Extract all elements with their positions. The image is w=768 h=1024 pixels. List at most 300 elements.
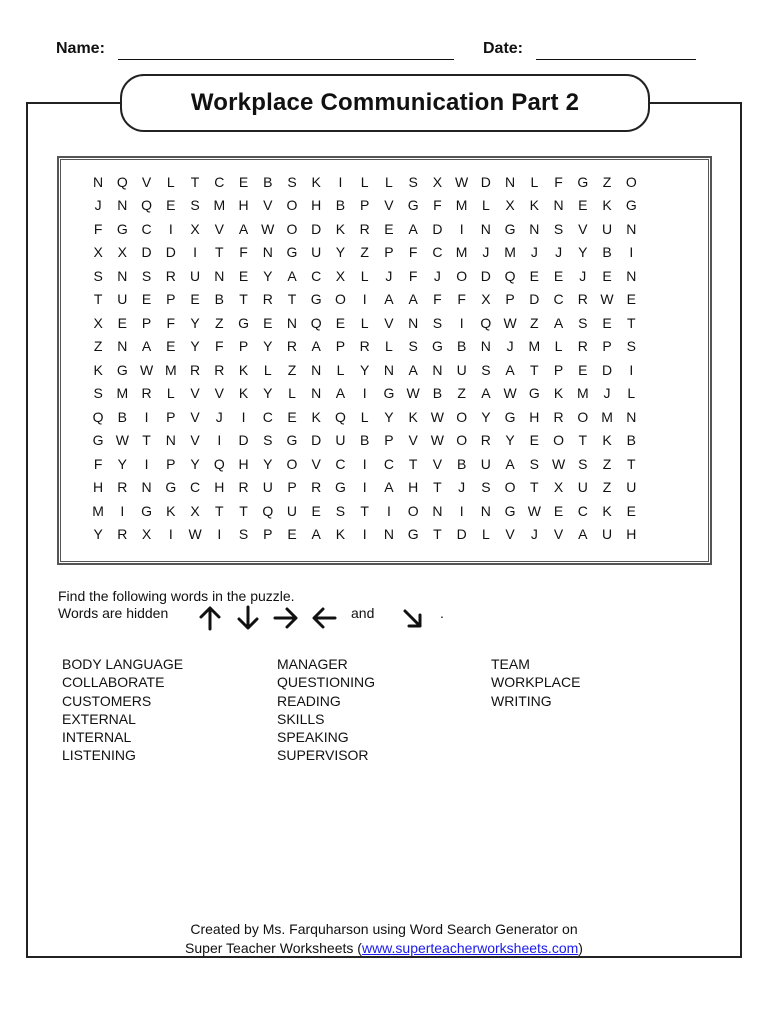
grid-letter: J xyxy=(555,244,563,261)
grid-letter: E xyxy=(384,220,394,237)
grid-letter: N xyxy=(311,361,322,378)
grid-letter: H xyxy=(238,197,249,214)
grid-row xyxy=(86,452,692,476)
word-item: EXTERNAL xyxy=(62,710,136,727)
name-label: Name: xyxy=(56,40,105,57)
grid-letter: K xyxy=(553,385,564,402)
grid-letter: L xyxy=(530,173,539,190)
grid-letter: I xyxy=(241,408,246,425)
grid-letter: N xyxy=(311,385,322,402)
grid-letter: N xyxy=(432,502,443,519)
grid-letter: P xyxy=(238,338,249,355)
grid-letter: A xyxy=(384,291,394,308)
grid-row xyxy=(86,311,692,335)
grid-letter: N xyxy=(529,220,540,237)
grid-letter: N xyxy=(117,197,128,214)
grid-letter: O xyxy=(553,432,565,449)
grid-letter: Z xyxy=(360,244,369,261)
grid-letter: G xyxy=(407,526,419,543)
grid-letter: D xyxy=(311,220,322,237)
grid-letter: I xyxy=(629,244,634,261)
grid-letter: H xyxy=(408,479,419,496)
grid-letter: W xyxy=(503,314,517,331)
word-item: WRITING xyxy=(491,692,552,709)
grid-letter: G xyxy=(431,338,443,355)
grid-letter: R xyxy=(480,432,491,449)
grid-letter: F xyxy=(554,173,563,190)
grid-letter: S xyxy=(93,267,103,284)
grid-letter: P xyxy=(287,479,297,496)
grid-letter: W xyxy=(527,502,541,519)
grid-letter: L xyxy=(481,526,490,543)
grid-letter: C xyxy=(189,479,201,496)
grid-letter: F xyxy=(408,267,418,284)
grid-letter: E xyxy=(602,314,612,331)
grid-letter: X xyxy=(93,314,103,331)
grid-letter: G xyxy=(625,197,637,214)
grid-letter: E xyxy=(578,197,588,214)
grid-letter: F xyxy=(433,291,442,308)
grid-letter: P xyxy=(553,361,564,378)
grid-letter: E xyxy=(602,267,612,284)
grid-letter: I xyxy=(217,432,222,449)
grid-letter: R xyxy=(359,220,370,237)
grid-letter: I xyxy=(120,502,125,519)
grid-letter: N xyxy=(383,526,394,543)
grid-letter: Q xyxy=(141,197,153,214)
grid-letter: E xyxy=(529,267,539,284)
grid-letter: K xyxy=(166,502,176,519)
grid-letter: S xyxy=(529,455,539,472)
grid-letter: D xyxy=(456,526,467,543)
grid-letter: O xyxy=(456,408,468,425)
grid-letter: V xyxy=(190,432,200,449)
grid-letter: C xyxy=(432,244,443,261)
grid-letter: T xyxy=(578,432,588,449)
grid-letter: U xyxy=(577,479,588,496)
grid-letter: X xyxy=(553,479,564,496)
grid-row xyxy=(86,405,692,429)
grid-letter: S xyxy=(287,173,297,190)
grid-letter: H xyxy=(529,408,540,425)
grid-letter: C xyxy=(577,502,588,519)
grid-letter: E xyxy=(117,314,128,331)
grid-letter: L xyxy=(166,173,175,190)
grid-letter: E xyxy=(238,173,249,190)
grid-letter: Y xyxy=(263,338,273,355)
grid-letter: R xyxy=(359,338,370,355)
word-item: BODY LANGUAGE xyxy=(62,656,184,672)
grid-letter: J xyxy=(94,197,102,214)
grid-letter: T xyxy=(530,479,539,496)
grid-letter: I xyxy=(362,526,367,543)
grid-letter: V xyxy=(190,385,200,402)
grid-letter: U xyxy=(601,526,613,543)
grid-letter: P xyxy=(166,291,176,308)
grid-letter: N xyxy=(432,361,443,378)
grid-letter: L xyxy=(385,338,393,355)
grid-letter: H xyxy=(626,526,637,543)
grid-letter: E xyxy=(626,502,636,519)
grid-letter: T xyxy=(433,479,442,496)
grid-letter: Z xyxy=(93,338,103,355)
grid-letter: B xyxy=(335,197,346,214)
grid-letter: W xyxy=(430,408,444,425)
grid-letter: S xyxy=(481,479,491,496)
grid-letter: G xyxy=(335,479,346,496)
period-text: . xyxy=(440,605,444,621)
grid-letter: G xyxy=(310,291,322,308)
grid-letter: N xyxy=(626,408,637,425)
grid-letter: Z xyxy=(215,314,224,331)
and-text: and xyxy=(351,605,375,621)
grid-letter: S xyxy=(238,526,249,543)
grid-letter: E xyxy=(553,502,564,519)
word-item: WORKPLACE xyxy=(491,674,581,691)
grid-row xyxy=(86,523,692,547)
word-item: READING xyxy=(277,692,341,709)
grid-letter: U xyxy=(117,291,128,308)
grid-letter: Y xyxy=(578,244,588,261)
grid-letter: E xyxy=(166,338,176,355)
grid-letter: Y xyxy=(263,455,273,472)
footer-source xyxy=(0,939,768,958)
grid-letter: T xyxy=(408,455,418,472)
grid-letter: U xyxy=(262,479,273,496)
word-search-grid xyxy=(86,170,692,546)
grid-letter: L xyxy=(360,173,369,190)
grid-letter: J xyxy=(482,244,490,261)
grid-letter: Y xyxy=(190,455,200,472)
grid-letter: T xyxy=(190,173,200,190)
grid-letter: D xyxy=(432,220,443,237)
grid-letter: Q xyxy=(92,408,104,425)
grid-letter: B xyxy=(263,173,273,190)
grid-letter: G xyxy=(504,502,516,519)
grid-letter: Z xyxy=(602,479,612,496)
grid-row xyxy=(86,241,692,265)
grid-letter: M xyxy=(576,385,589,402)
grid-letter: T xyxy=(626,314,636,331)
grid-letter: W xyxy=(430,432,444,449)
grid-letter: E xyxy=(287,526,297,543)
grid-letter: G xyxy=(504,220,516,237)
grid-row xyxy=(86,170,692,194)
grid-letter: V xyxy=(505,526,515,543)
grid-letter: A xyxy=(141,338,152,355)
grid-letter: U xyxy=(456,361,467,378)
word-item: INTERNAL xyxy=(62,729,132,746)
grid-row xyxy=(86,217,692,241)
grid-letter: R xyxy=(189,361,201,378)
grid-letter: P xyxy=(384,432,394,449)
word-item: SUPERVISOR xyxy=(277,747,369,764)
grid-letter: N xyxy=(383,361,394,378)
grid-letter: V xyxy=(408,432,418,449)
grid-letter: A xyxy=(311,338,321,355)
word-item: LISTENING xyxy=(62,747,136,764)
grid-letter: F xyxy=(166,314,176,331)
grid-letter: D xyxy=(601,361,613,378)
grid-letter: J xyxy=(215,408,223,425)
grid-letter: R xyxy=(214,361,225,378)
grid-letter: A xyxy=(335,385,346,402)
grid-letter: N xyxy=(117,338,128,355)
grid-letter: R xyxy=(262,291,273,308)
grid-letter: H xyxy=(214,479,225,496)
grid-letter: C xyxy=(553,291,564,308)
grid-letter: G xyxy=(286,244,298,261)
grid-letter: Y xyxy=(190,338,200,355)
grid-letter: N xyxy=(553,197,564,214)
grid-letter: R xyxy=(117,479,128,496)
grid-letter: E xyxy=(311,502,321,519)
grid-letter: I xyxy=(338,173,343,190)
grid-letter: W xyxy=(503,385,517,402)
word-item: SPEAKING xyxy=(277,729,349,746)
grid-letter: V xyxy=(578,220,588,237)
grid-letter: V xyxy=(214,385,224,402)
grid-letter: V xyxy=(190,408,200,425)
grid-letter: O xyxy=(335,291,346,308)
grid-letter: B xyxy=(214,291,224,308)
grid-letter: C xyxy=(262,408,273,425)
grid-letter: L xyxy=(360,314,369,331)
grid-letter: G xyxy=(92,432,104,449)
grid-letter: Z xyxy=(530,314,539,331)
grid-letter: S xyxy=(408,173,418,190)
grid-letter: J xyxy=(579,267,587,284)
grid-letter: N xyxy=(480,502,491,519)
grid-letter: G xyxy=(383,385,395,402)
grid-row xyxy=(86,288,692,312)
grid-letter: K xyxy=(311,173,321,190)
grid-row xyxy=(86,382,692,406)
grid-letter: E xyxy=(238,267,249,284)
grid-letter: I xyxy=(459,502,464,519)
grid-letter: R xyxy=(311,479,322,496)
page-title: Workplace Communication Part 2 xyxy=(120,74,650,132)
grid-letter: P xyxy=(602,338,612,355)
grid-letter: K xyxy=(529,197,539,214)
website-link[interactable]: www.superteacherworksheets.com xyxy=(361,939,579,956)
grid-letter: S xyxy=(578,455,588,472)
grid-letter: L xyxy=(554,338,563,355)
word-item: TEAM xyxy=(491,656,530,672)
date-field[interactable] xyxy=(536,59,696,60)
grid-letter: X xyxy=(141,526,152,543)
grid-letter: N xyxy=(93,173,104,190)
grid-row xyxy=(86,476,692,500)
grid-letter: J xyxy=(458,479,466,496)
grid-letter: R xyxy=(141,385,152,402)
grid-letter: T xyxy=(530,361,539,378)
grid-letter: G xyxy=(504,408,516,425)
grid-letter: C xyxy=(141,220,152,237)
grid-letter: Z xyxy=(287,361,297,378)
grid-letter: S xyxy=(432,314,443,331)
grid-letter: R xyxy=(577,291,588,308)
grid-letter: O xyxy=(504,479,516,496)
footer-source-prefix: Super Teacher Worksheets ( xyxy=(185,939,362,956)
grid-letter: N xyxy=(505,173,516,190)
grid-letter: N xyxy=(626,267,637,284)
grid-letter: K xyxy=(238,385,249,402)
grid-letter: Y xyxy=(384,408,394,425)
word-list-column-3 xyxy=(491,655,580,710)
grid-letter: G xyxy=(577,173,589,190)
grid-letter: L xyxy=(385,173,393,190)
grid-letter: T xyxy=(142,432,151,449)
grid-letter: X xyxy=(335,267,346,284)
grid-letter: O xyxy=(577,408,589,425)
grid-letter: O xyxy=(286,197,298,214)
grid-letter: A xyxy=(287,267,297,284)
grid-letter: S xyxy=(263,432,273,449)
grid-letter: T xyxy=(626,455,636,472)
grid-row xyxy=(86,194,692,218)
grid-row xyxy=(86,429,692,453)
grid-letter: A xyxy=(384,479,394,496)
grid-letter: R xyxy=(238,479,249,496)
grid-letter: F xyxy=(93,220,103,237)
grid-letter: Q xyxy=(213,455,225,472)
grid-letter: D xyxy=(141,244,152,261)
grid-letter: R xyxy=(286,338,298,355)
grid-letter: W xyxy=(139,361,154,378)
grid-letter: W xyxy=(455,173,469,190)
grid-letter: S xyxy=(626,338,636,355)
grid-letter: X xyxy=(505,197,515,214)
grid-letter: H xyxy=(238,455,249,472)
grid-letter: C xyxy=(335,455,346,472)
grid-letter: A xyxy=(481,385,491,402)
grid-letter: I xyxy=(144,455,149,472)
grid-letter: M xyxy=(213,197,226,214)
grid-letter: R xyxy=(577,338,588,355)
grid-letter: C xyxy=(214,173,225,190)
grid-letter: L xyxy=(263,361,272,378)
grid-letter: A xyxy=(408,220,418,237)
grid-letter: T xyxy=(239,502,248,519)
grid-letter: R xyxy=(165,267,176,284)
grid-letter: X xyxy=(190,220,200,237)
grid-letter: P xyxy=(166,408,176,425)
grid-letter: K xyxy=(311,408,321,425)
grid-letter: X xyxy=(190,502,200,519)
grid-letter: V xyxy=(432,455,443,472)
grid-letter: A xyxy=(505,455,515,472)
grid-letter: P xyxy=(384,244,394,261)
grid-letter: K xyxy=(602,432,612,449)
word-item: CUSTOMERS xyxy=(62,692,152,709)
word-item: SKILLS xyxy=(277,710,325,727)
grid-row xyxy=(86,358,692,382)
grid-letter: Z xyxy=(602,173,612,190)
grid-letter: D xyxy=(165,244,176,261)
footer-source-suffix: ) xyxy=(578,939,583,956)
grid-letter: S xyxy=(578,314,588,331)
grid-row xyxy=(86,264,692,288)
grid-letter: Y xyxy=(505,432,515,449)
grid-letter: M xyxy=(455,197,468,214)
grid-letter: O xyxy=(407,502,419,519)
grid-letter: D xyxy=(238,432,249,449)
grid-letter: G xyxy=(238,314,249,331)
word-list-column-1 xyxy=(62,655,183,765)
grid-letter: N xyxy=(165,432,176,449)
grid-letter: M xyxy=(92,502,104,519)
grid-letter: Q xyxy=(262,502,274,519)
grid-letter: P xyxy=(360,197,370,214)
grid-letter: A xyxy=(238,220,249,237)
grid-letter: T xyxy=(287,291,297,308)
grid-letter: E xyxy=(190,291,200,308)
grid-letter: P xyxy=(505,291,515,308)
grid-letter: V xyxy=(384,314,394,331)
grid-letter: B xyxy=(602,244,612,261)
grid-letter: I xyxy=(193,244,197,261)
grid-letter: Z xyxy=(602,455,612,472)
grid-letter: F xyxy=(93,455,103,472)
footer xyxy=(0,920,768,957)
grid-letter: I xyxy=(362,455,367,472)
grid-letter: R xyxy=(117,526,128,543)
grid-letter: V xyxy=(263,197,273,214)
grid-letter: N xyxy=(214,267,225,284)
word-item: COLLABORATE xyxy=(62,674,165,691)
grid-letter: K xyxy=(335,526,346,543)
footer-credit: Created by Ms. Farquharson using Word Search Generator on xyxy=(190,921,578,937)
grid-letter: T xyxy=(215,244,224,261)
grid-letter: V xyxy=(214,220,224,237)
grid-letter: R xyxy=(553,408,564,425)
grid-letter: S xyxy=(408,338,418,355)
grid-letter: A xyxy=(553,314,564,331)
grid-letter: O xyxy=(286,220,298,237)
grid-letter: U xyxy=(286,502,298,519)
grid-letter: Q xyxy=(310,314,322,331)
date-label: Date: xyxy=(483,40,524,57)
grid-letter: U xyxy=(335,432,346,449)
grid-letter: C xyxy=(383,455,394,472)
grid-letter: X xyxy=(117,244,128,261)
grid-letter: D xyxy=(480,173,491,190)
grid-row xyxy=(86,335,692,359)
grid-letter: S xyxy=(190,197,200,214)
grid-letter: J xyxy=(530,244,538,261)
grid-letter: P xyxy=(166,455,176,472)
grid-letter: O xyxy=(456,432,468,449)
grid-letter: T xyxy=(215,502,224,519)
grid-letter: Y xyxy=(263,267,273,284)
grid-letter: U xyxy=(480,455,491,472)
grid-letter: O xyxy=(625,173,637,190)
grid-letter: S xyxy=(335,502,346,519)
grid-letter: A xyxy=(408,361,418,378)
grid-letter: A xyxy=(578,526,588,543)
grid-letter: N xyxy=(480,338,491,355)
grid-letter: N xyxy=(408,314,419,331)
name-field[interactable] xyxy=(118,59,454,60)
grid-letter: X xyxy=(432,173,443,190)
grid-letter: E xyxy=(335,314,346,331)
grid-letter: T xyxy=(93,291,103,308)
grid-letter: Y xyxy=(481,408,491,425)
grid-letter: W xyxy=(115,432,129,449)
grid-letter: J xyxy=(385,267,393,284)
grid-letter: L xyxy=(360,267,369,284)
